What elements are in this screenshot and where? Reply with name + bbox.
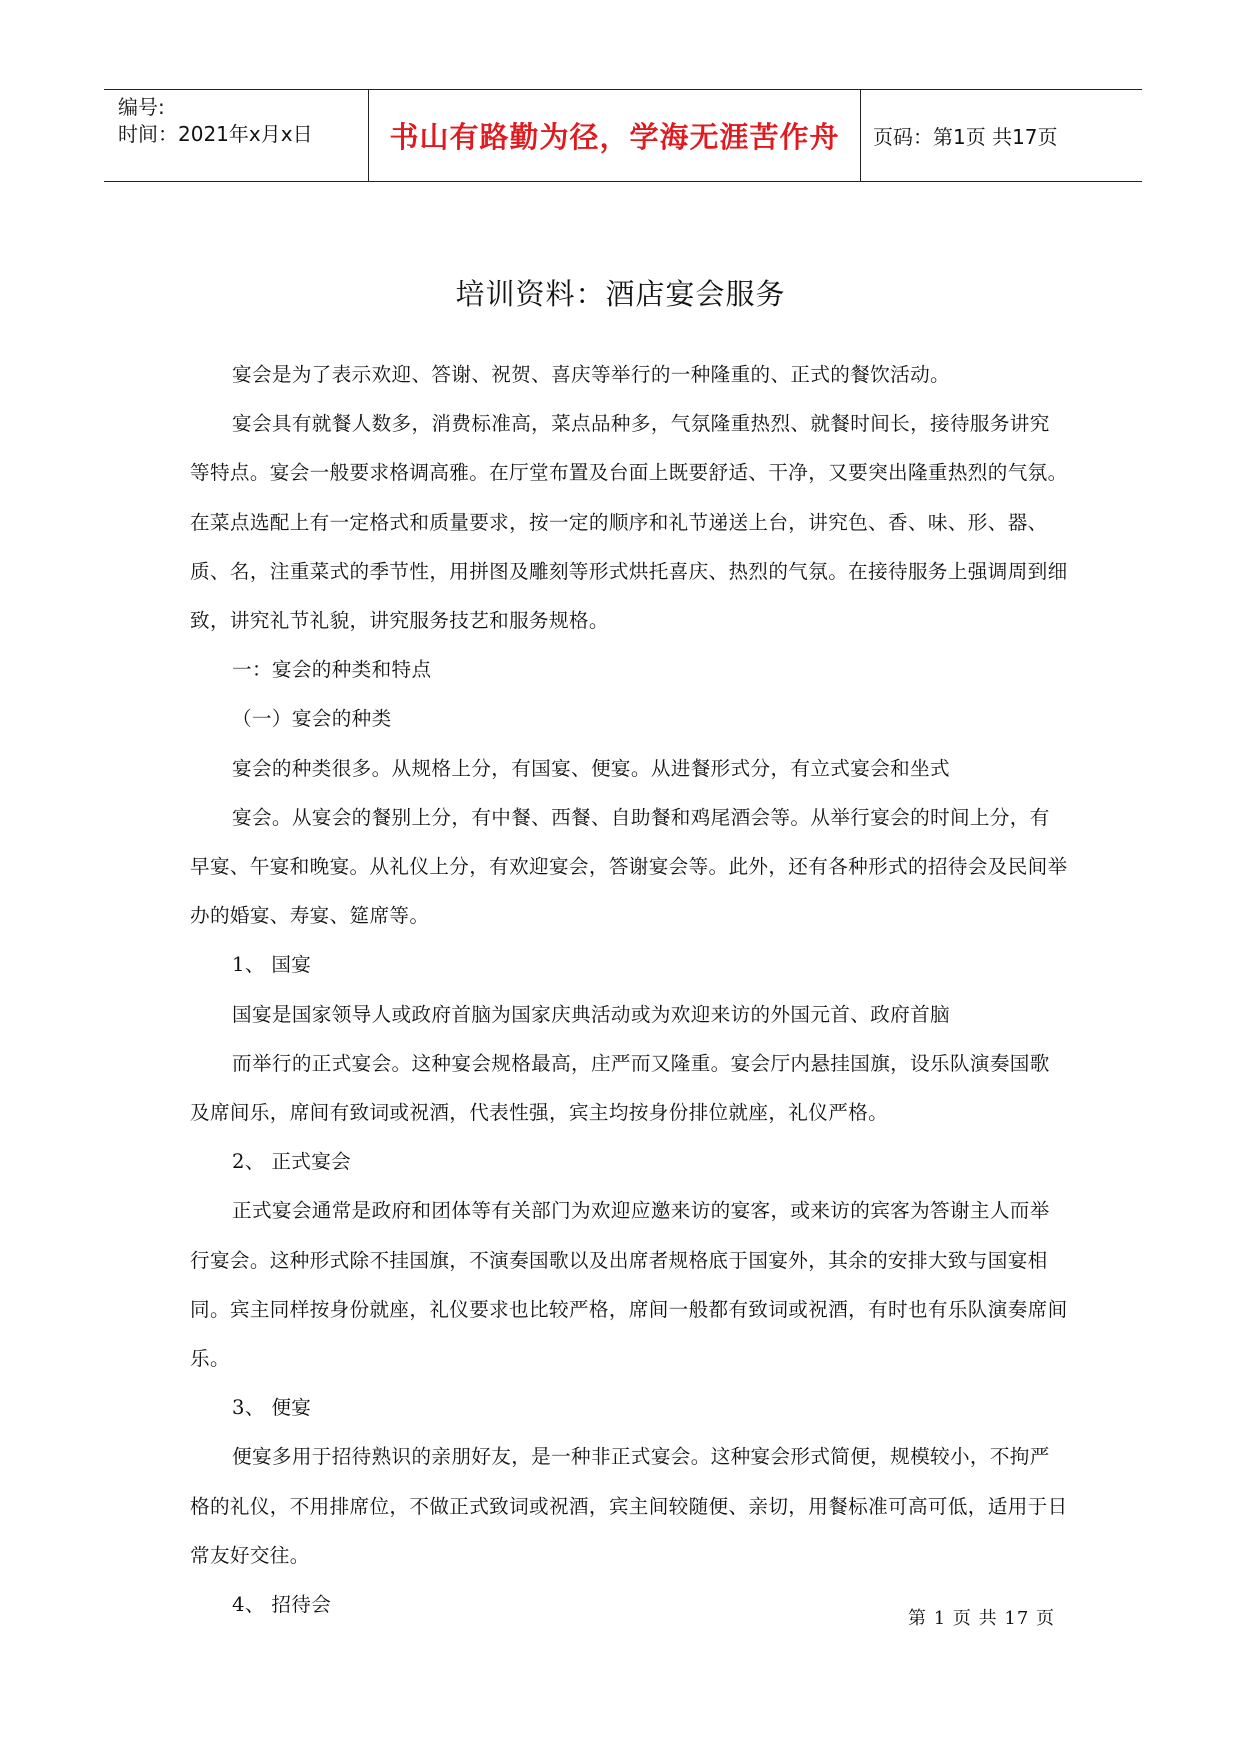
item-heading: 1、 国宴 (232, 953, 312, 977)
paragraph: 正式宴会通常是政府和团体等有关部门为欢迎应邀来访的宴客，或来访的宾客为答谢主人而举行宴会。这种形式除不挂国旗，不演奏国歌以及出席者规格底于国宴外，其余的安排大致与国宴相同。宾主同样按身份就座，礼仪要求也比较严格，席间一般都有致词或祝酒，有时也有乐队演奏席间乐。 (190, 1199, 1068, 1371)
header-motto-cell (369, 90, 861, 181)
item-heading: 3、 便宴 (232, 1396, 312, 1420)
header-info-cell (104, 90, 369, 181)
paragraph: 宴会是为了表示欢迎、答谢、祝贺、喜庆等举行的一种隆重的、正式的餐饮活动。 (232, 363, 950, 386)
page-footer: 第 1 页 共 17 页 (908, 1608, 1055, 1629)
paragraph: 而举行的正式宴会。这种宴会规格最高，庄严而又隆重。宴会厅内悬挂国旗，设乐队演奏国歌及席间乐，席间有致词或祝酒，代表性强，宾主均按身份排位就座，礼仪严格。 (190, 1051, 1050, 1125)
header-page-cell (861, 90, 1142, 181)
paragraph: 宴会的种类很多。从规格上分，有国宴、便宴。从进餐形式分，有立式宴会和坐式 (232, 756, 950, 780)
time-label: 时间：2021年x月x日 (118, 122, 313, 146)
header-page-label: 页码：第1页 共17页 (873, 125, 1058, 149)
subsection-heading: （一）宴会的种类 (232, 707, 392, 731)
section-heading: 一：宴会的种类和特点 (232, 658, 432, 682)
paragraph: 宴会具有就餐人数多，消费标准高，菜点品种多，气氛隆重热烈、就餐时间长，接待服务讲究等特点。宴会一般要求格调高雅。在厅堂布置及台面上既要舒适、干净，又要突出隆重热烈的气氛。在菜点选配上有一定格式和质量要求，按一定的顺序和礼节递送上台，讲究色、香、味、形、器、质、名，注重菜式的季节性，用拼图及雕刻等形式烘托喜庆、热烈的气氛。在接待服务上强调周到细致，讲究礼节礼貌，讲究服务技艺和服务规格。 (190, 412, 1068, 633)
serial-label: 编号: (118, 95, 165, 119)
paragraph: 国宴是国家领导人或政府首脑为国家庆典活动或为欢迎来访的外国元首、政府首脑 (232, 1002, 950, 1026)
motto-text: 书山有路勤为径，学海无涯苦作舟 (389, 120, 840, 154)
paragraph: 宴会。从宴会的餐别上分，有中餐、西餐、自助餐和鸡尾酒会等。从举行宴会的时间上分，有早宴、午宴和晚宴。从礼仪上分，有欢迎宴会，答谢宴会等。此外，还有各种形式的招待会及民间举办的婚宴、寿宴、筵席等。 (190, 805, 1068, 928)
item-heading: 4、 招待会 (232, 1593, 332, 1617)
document-title: 培训资料：酒店宴会服务 (455, 277, 786, 311)
document-body (190, 350, 1068, 1629)
item-heading: 2、 正式宴会 (232, 1150, 352, 1174)
header-table (104, 89, 1142, 182)
paragraph: 便宴多用于招待熟识的亲朋好友，是一种非正式宴会。这种宴会形式简便，规模较小，不拘严格的礼仪，不用排席位，不做正式致词或祝酒，宾主间较随便、亲切，用餐标准可高可低，适用于日常友好交往。 (190, 1445, 1068, 1567)
